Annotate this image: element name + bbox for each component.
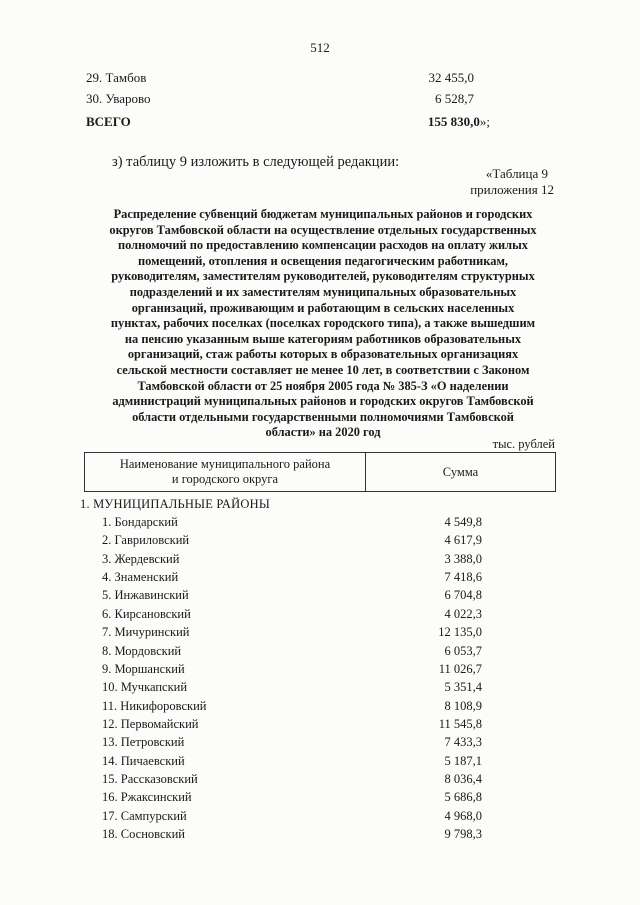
table-reference-line1: «Таблица 9 [485,166,548,181]
table-row-name: 6. Кирсановский [102,606,191,621]
title-line: на пенсию указанным выше категориям работников образовательных [124,331,522,346]
table-reference-line2: приложения 12 [470,182,554,197]
table-row-value: 8 108,9 [444,698,482,713]
table-row-value: 11 545,8 [438,716,482,731]
table-header [84,452,556,492]
header-name-line2: и городского округа [171,472,279,486]
total-amount: 155 830,0 [427,114,480,129]
table-row-name: 12. Первомайский [102,716,199,731]
table-row-name: 18. Сосновский [102,827,185,841]
previous-row-value: 6 528,7 [435,91,474,106]
title-line: округов Тамбовской области на осуществление отдельных государственных [109,222,537,237]
amendment-instruction: з) таблицу 9 изложить в следующей редакции: [112,154,400,170]
previous-row-name: 30. Уварово [86,91,151,106]
table-row-value: 11 026,7 [438,661,482,676]
header-sum-label: Сумма [442,464,479,479]
table-row-name: 1. Бондарский [102,515,178,529]
total-label: ВСЕГО [86,114,131,129]
table-row-name: 4. Знаменский [102,570,179,584]
title-line: организаций, стаж работы которых в образовательных организациях [127,347,519,362]
title-line: Тамбовской области от 25 ноября 2005 года № 385-З «О наделении [137,378,509,393]
table-row-name: 7. Мичуринский [102,625,190,640]
unit-label: тыс. рублей [492,437,555,451]
table-row-name: 15. Рассказовский [102,771,198,786]
total-suffix: »; [479,114,490,129]
title-line: подразделений и их заместителям муниципальных образовательных [129,284,517,299]
total-value [380,114,490,130]
table-title [88,207,558,441]
table-row-name: 17. Сампурский [102,808,187,823]
table-row-value: 6 704,8 [444,588,482,603]
header-sum-cell [366,453,555,491]
table-row-name: 8. Мордовский [102,643,182,658]
previous-row-value: 32 455,0 [428,70,474,85]
title-line: полномочий по предоставлению компенсации расходов на оплату жилых [118,238,528,253]
title-line: Распределение субвенций бюджетам муниципальных районов и городских [113,207,533,221]
title-line: области отдельными государственными полномочиями Тамбовской [132,409,514,424]
table-row-name: 14. Пичаевский [102,753,185,768]
title-line: сельской местности составляет не менее 10 лет, в соответствии с Законом [116,362,530,377]
header-name-line1: Наименование муниципального района [119,457,331,471]
title-line: помещений, отопления и освещения педагогическим работникам, [138,253,508,268]
table-row-name: 10. Мучкапский [102,680,188,695]
header-name-cell [85,453,366,491]
table-row-value: 4 968,0 [444,808,482,823]
table-row-name: 13. Петровский [102,735,185,750]
table-row-name: 11. Никифоровский [102,698,207,713]
table-row-value: 5 187,1 [444,753,482,768]
table-row-value: 3 388,0 [444,551,482,566]
page-number: 512 [310,40,330,55]
table-row-value: 7 433,3 [444,735,482,750]
table-row-name: 3. Жердевский [102,551,180,566]
table-row-value: 4 549,8 [444,515,482,529]
title-line: администраций муниципальных районов и городских округов Тамбовской [112,394,534,409]
table-row-value: 4 022,3 [444,606,482,621]
title-line: области» на 2020 год [265,425,381,440]
previous-row-name: 29. Тамбов [86,70,147,85]
section-title: 1. МУНИЦИПАЛЬНЫЕ РАЙОНЫ [80,497,270,511]
table-row-value: 8 036,4 [444,771,482,786]
table-row-value: 9 798,3 [444,827,482,841]
table-row-value: 7 418,6 [444,570,482,584]
title-line: пунктах, рабочих поселках (поселках городского типа), а также вышедшим [110,316,536,331]
table-row-name: 2. Гавриловский [102,533,190,548]
table-row-name: 16. Ржаксинский [102,790,192,805]
table-row-value: 5 686,8 [444,790,482,805]
table-row-name: 9. Моршанский [102,661,185,676]
table-row-value: 5 351,4 [444,680,482,695]
table-row-name: 5. Инжавинский [102,588,189,603]
table-row-value: 6 053,7 [444,643,482,658]
title-line: организаций, проживающим и работающим в сельских населенных [131,300,515,315]
table-row-value: 12 135,0 [438,625,482,640]
table-row-value: 4 617,9 [444,533,482,548]
title-line: руководителям, заместителям руководителей, руководителям структурных [111,269,535,284]
